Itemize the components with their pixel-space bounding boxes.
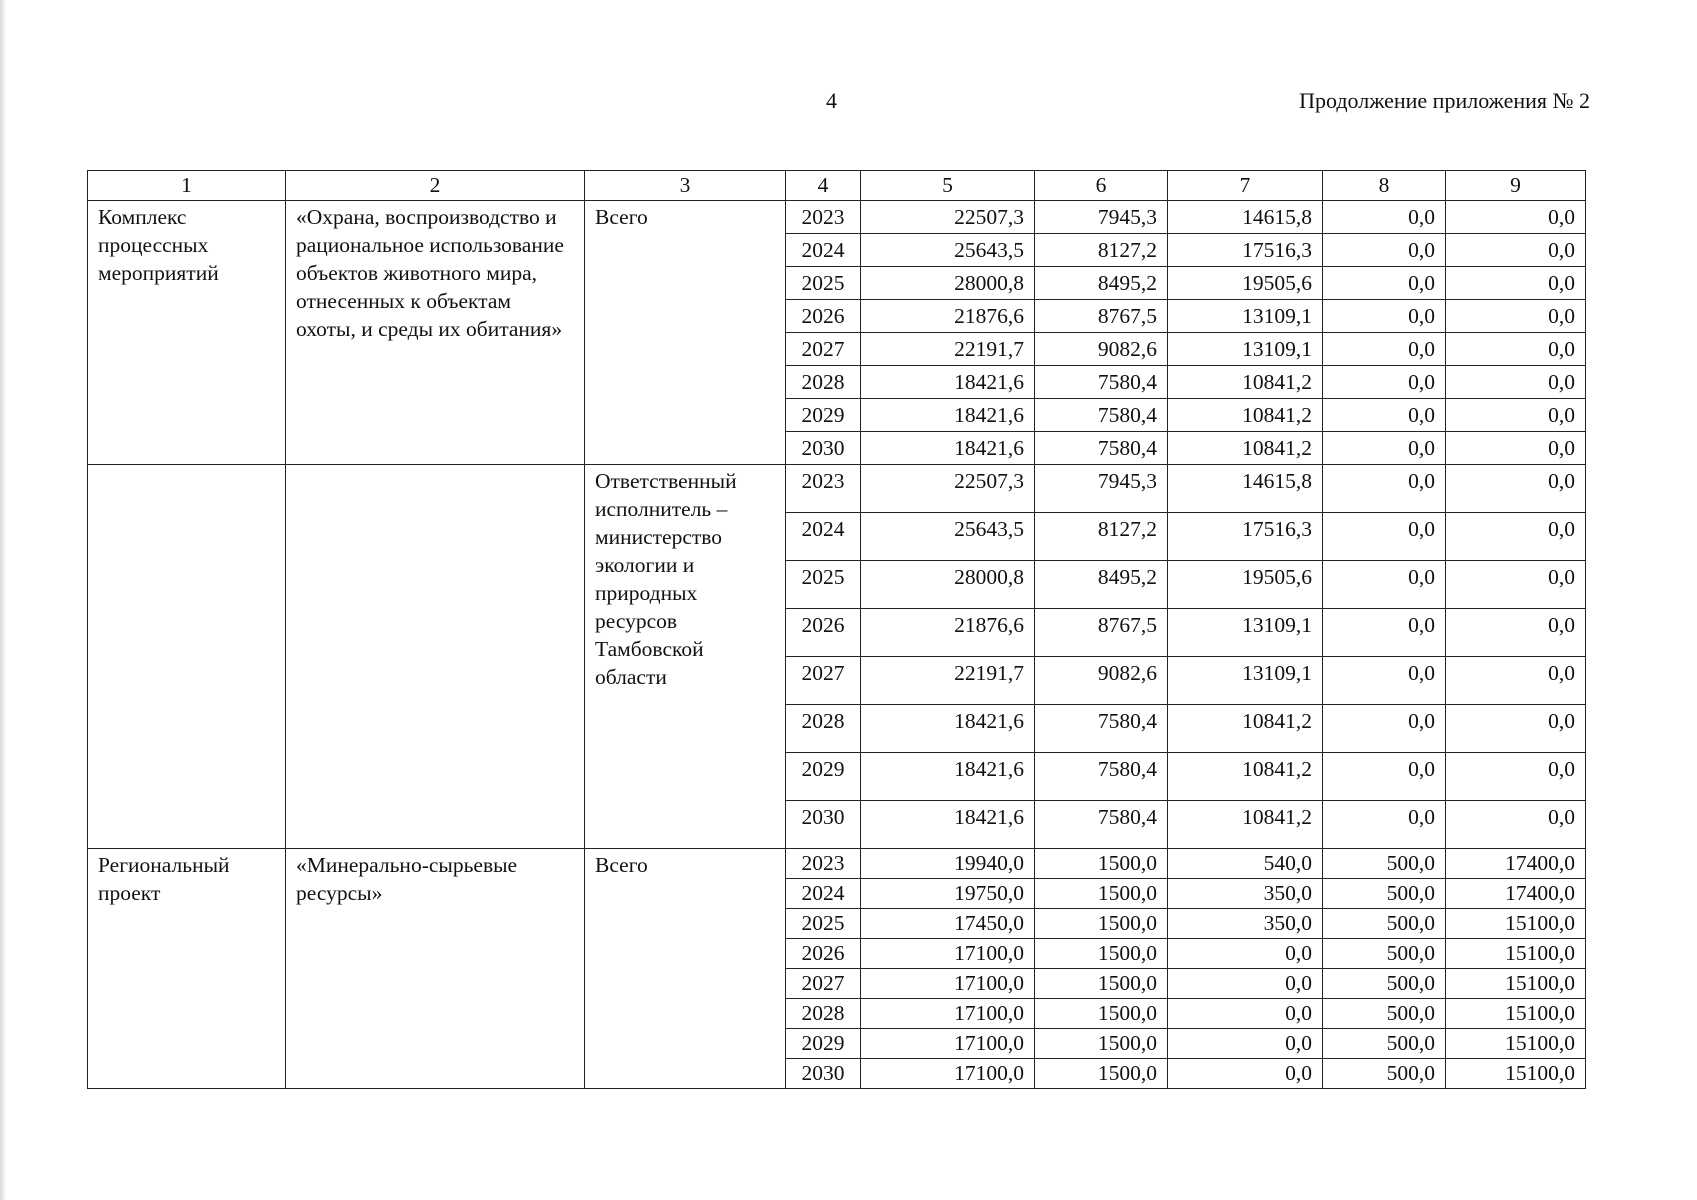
value-cell-9: 17400,0 — [1446, 849, 1586, 879]
value-cell-6: 7580,4 — [1035, 753, 1168, 801]
total-cell: 22191,7 — [861, 333, 1035, 366]
total-cell: 18421,6 — [861, 432, 1035, 465]
year-cell: 2027 — [786, 969, 861, 999]
page-number: 4 — [826, 88, 837, 113]
value-cell-8: 0,0 — [1323, 705, 1446, 753]
year-cell: 2023 — [786, 465, 861, 513]
value-cell-6: 9082,6 — [1035, 657, 1168, 705]
total-cell: 18421,6 — [861, 366, 1035, 399]
value-cell-6: 1500,0 — [1035, 1029, 1168, 1059]
value-cell-6: 7945,3 — [1035, 201, 1168, 234]
total-cell: 18421,6 — [861, 801, 1035, 849]
year-cell: 2029 — [786, 399, 861, 432]
value-cell-7: 14615,8 — [1168, 201, 1323, 234]
value-cell-7: 10841,2 — [1168, 399, 1323, 432]
total-cell: 22507,3 — [861, 201, 1035, 234]
column-header-1: 1 — [88, 171, 286, 201]
value-cell-6: 8767,5 — [1035, 300, 1168, 333]
value-cell-6: 8495,2 — [1035, 561, 1168, 609]
value-cell-8: 0,0 — [1323, 234, 1446, 267]
value-cell-9: 15100,0 — [1446, 999, 1586, 1029]
year-cell: 2029 — [786, 1029, 861, 1059]
value-cell-9: 0,0 — [1446, 705, 1586, 753]
value-cell-6: 7580,4 — [1035, 432, 1168, 465]
value-cell-9: 15100,0 — [1446, 909, 1586, 939]
year-cell: 2030 — [786, 1059, 861, 1089]
activity-type-cell: Региональный проект — [88, 849, 286, 1089]
year-cell: 2025 — [786, 267, 861, 300]
value-cell-8: 500,0 — [1323, 999, 1446, 1029]
column-header-3: 3 — [585, 171, 786, 201]
total-cell: 19940,0 — [861, 849, 1035, 879]
year-cell: 2030 — [786, 432, 861, 465]
value-cell-8: 0,0 — [1323, 399, 1446, 432]
value-cell-9: 0,0 — [1446, 201, 1586, 234]
value-cell-9: 0,0 — [1446, 300, 1586, 333]
executor-cell: Ответственный исполнитель – министерство экологии и природных ресурсов Тамбовской области — [585, 465, 786, 849]
value-cell-7: 10841,2 — [1168, 801, 1323, 849]
value-cell-8: 0,0 — [1323, 513, 1446, 561]
value-cell-7: 14615,8 — [1168, 465, 1323, 513]
total-cell: 18421,6 — [861, 705, 1035, 753]
value-cell-9: 0,0 — [1446, 333, 1586, 366]
total-cell: 18421,6 — [861, 753, 1035, 801]
value-cell-7: 13109,1 — [1168, 300, 1323, 333]
value-cell-6: 9082,6 — [1035, 333, 1168, 366]
year-cell: 2024 — [786, 234, 861, 267]
year-cell: 2030 — [786, 801, 861, 849]
value-cell-8: 500,0 — [1323, 909, 1446, 939]
value-cell-6: 1500,0 — [1035, 879, 1168, 909]
table-row — [88, 849, 1586, 879]
value-cell-8: 0,0 — [1323, 300, 1446, 333]
year-cell: 2028 — [786, 999, 861, 1029]
value-cell-7: 350,0 — [1168, 909, 1323, 939]
total-cell: 28000,8 — [861, 561, 1035, 609]
year-cell: 2024 — [786, 513, 861, 561]
total-cell: 17100,0 — [861, 939, 1035, 969]
activity-type-cell — [88, 465, 286, 849]
value-cell-9: 15100,0 — [1446, 969, 1586, 999]
value-cell-8: 0,0 — [1323, 657, 1446, 705]
value-cell-8: 500,0 — [1323, 969, 1446, 999]
value-cell-6: 7580,4 — [1035, 399, 1168, 432]
table-row — [88, 201, 1586, 234]
value-cell-9: 0,0 — [1446, 465, 1586, 513]
column-header-9: 9 — [1446, 171, 1586, 201]
group-complex-measures — [88, 201, 1586, 465]
value-cell-9: 15100,0 — [1446, 939, 1586, 969]
year-cell: 2025 — [786, 561, 861, 609]
value-cell-7: 0,0 — [1168, 939, 1323, 969]
value-cell-9: 17400,0 — [1446, 879, 1586, 909]
program-name-cell: «Охрана, воспроизводство и рациональное использование объектов животного мира, отнесенных к объектам охоты, и среды их обитания» — [286, 201, 585, 465]
value-cell-9: 15100,0 — [1446, 1059, 1586, 1089]
program-name-cell: «Минерально-сырьевые ресурсы» — [286, 849, 585, 1089]
group-regional-project — [88, 849, 1586, 1089]
value-cell-9: 0,0 — [1446, 561, 1586, 609]
column-header-2: 2 — [286, 171, 585, 201]
year-cell: 2027 — [786, 657, 861, 705]
value-cell-8: 500,0 — [1323, 1059, 1446, 1089]
column-header-8: 8 — [1323, 171, 1446, 201]
value-cell-9: 15100,0 — [1446, 1029, 1586, 1059]
appendix-note: Продолжение приложения № 2 — [1299, 88, 1590, 113]
column-header-7: 7 — [1168, 171, 1323, 201]
value-cell-6: 8767,5 — [1035, 609, 1168, 657]
value-cell-7: 13109,1 — [1168, 333, 1323, 366]
total-cell: 22507,3 — [861, 465, 1035, 513]
value-cell-8: 500,0 — [1323, 849, 1446, 879]
total-cell: 19750,0 — [861, 879, 1035, 909]
value-cell-8: 0,0 — [1323, 465, 1446, 513]
year-cell: 2026 — [786, 939, 861, 969]
executor-cell: Всего — [585, 201, 786, 465]
total-cell: 21876,6 — [861, 609, 1035, 657]
value-cell-9: 0,0 — [1446, 234, 1586, 267]
group-responsible-executor — [88, 465, 1586, 849]
total-cell: 17100,0 — [861, 1029, 1035, 1059]
year-cell: 2028 — [786, 366, 861, 399]
value-cell-7: 350,0 — [1168, 879, 1323, 909]
value-cell-7: 0,0 — [1168, 1059, 1323, 1089]
value-cell-7: 19505,6 — [1168, 561, 1323, 609]
year-cell: 2028 — [786, 705, 861, 753]
value-cell-8: 0,0 — [1323, 801, 1446, 849]
year-cell: 2023 — [786, 201, 861, 234]
year-cell: 2025 — [786, 909, 861, 939]
value-cell-9: 0,0 — [1446, 432, 1586, 465]
value-cell-8: 0,0 — [1323, 609, 1446, 657]
total-cell: 18421,6 — [861, 399, 1035, 432]
value-cell-9: 0,0 — [1446, 513, 1586, 561]
value-cell-6: 8127,2 — [1035, 234, 1168, 267]
value-cell-7: 10841,2 — [1168, 753, 1323, 801]
value-cell-7: 0,0 — [1168, 1029, 1323, 1059]
value-cell-9: 0,0 — [1446, 267, 1586, 300]
value-cell-7: 17516,3 — [1168, 513, 1323, 561]
year-cell: 2023 — [786, 849, 861, 879]
value-cell-9: 0,0 — [1446, 657, 1586, 705]
table-row — [88, 465, 1586, 513]
budget-table — [87, 170, 1586, 1089]
total-cell: 17450,0 — [861, 909, 1035, 939]
value-cell-7: 540,0 — [1168, 849, 1323, 879]
value-cell-6: 1500,0 — [1035, 969, 1168, 999]
value-cell-6: 1500,0 — [1035, 1059, 1168, 1089]
value-cell-7: 13109,1 — [1168, 657, 1323, 705]
activity-type-cell: Комплекс процессных мероприятий — [88, 201, 286, 465]
value-cell-8: 0,0 — [1323, 366, 1446, 399]
value-cell-7: 13109,1 — [1168, 609, 1323, 657]
value-cell-6: 1500,0 — [1035, 999, 1168, 1029]
column-header-4: 4 — [786, 171, 861, 201]
value-cell-8: 0,0 — [1323, 561, 1446, 609]
total-cell: 25643,5 — [861, 234, 1035, 267]
value-cell-6: 7945,3 — [1035, 465, 1168, 513]
value-cell-8: 500,0 — [1323, 1029, 1446, 1059]
total-cell: 17100,0 — [861, 969, 1035, 999]
value-cell-7: 10841,2 — [1168, 432, 1323, 465]
value-cell-8: 0,0 — [1323, 201, 1446, 234]
value-cell-7: 10841,2 — [1168, 705, 1323, 753]
value-cell-6: 1500,0 — [1035, 939, 1168, 969]
executor-cell: Всего — [585, 849, 786, 1089]
value-cell-7: 0,0 — [1168, 999, 1323, 1029]
value-cell-7: 0,0 — [1168, 969, 1323, 999]
year-cell: 2029 — [786, 753, 861, 801]
total-cell: 25643,5 — [861, 513, 1035, 561]
value-cell-9: 0,0 — [1446, 753, 1586, 801]
value-cell-9: 0,0 — [1446, 366, 1586, 399]
year-cell: 2024 — [786, 879, 861, 909]
value-cell-7: 17516,3 — [1168, 234, 1323, 267]
value-cell-8: 500,0 — [1323, 879, 1446, 909]
value-cell-6: 7580,4 — [1035, 801, 1168, 849]
value-cell-8: 0,0 — [1323, 267, 1446, 300]
value-cell-9: 0,0 — [1446, 609, 1586, 657]
column-header-5: 5 — [861, 171, 1035, 201]
value-cell-9: 0,0 — [1446, 801, 1586, 849]
total-cell: 17100,0 — [861, 1059, 1035, 1089]
value-cell-8: 0,0 — [1323, 753, 1446, 801]
total-cell: 22191,7 — [861, 657, 1035, 705]
program-name-cell — [286, 465, 585, 849]
value-cell-8: 500,0 — [1323, 939, 1446, 969]
value-cell-6: 7580,4 — [1035, 705, 1168, 753]
column-header-6: 6 — [1035, 171, 1168, 201]
value-cell-6: 8495,2 — [1035, 267, 1168, 300]
header-row — [88, 171, 1586, 201]
year-cell: 2026 — [786, 609, 861, 657]
value-cell-7: 10841,2 — [1168, 366, 1323, 399]
value-cell-8: 0,0 — [1323, 432, 1446, 465]
value-cell-8: 0,0 — [1323, 333, 1446, 366]
value-cell-6: 8127,2 — [1035, 513, 1168, 561]
scan-edge — [0, 0, 6, 1200]
total-cell: 28000,8 — [861, 267, 1035, 300]
value-cell-6: 7580,4 — [1035, 366, 1168, 399]
value-cell-7: 19505,6 — [1168, 267, 1323, 300]
year-cell: 2026 — [786, 300, 861, 333]
total-cell: 21876,6 — [861, 300, 1035, 333]
total-cell: 17100,0 — [861, 999, 1035, 1029]
year-cell: 2027 — [786, 333, 861, 366]
value-cell-6: 1500,0 — [1035, 909, 1168, 939]
value-cell-9: 0,0 — [1446, 399, 1586, 432]
value-cell-6: 1500,0 — [1035, 849, 1168, 879]
